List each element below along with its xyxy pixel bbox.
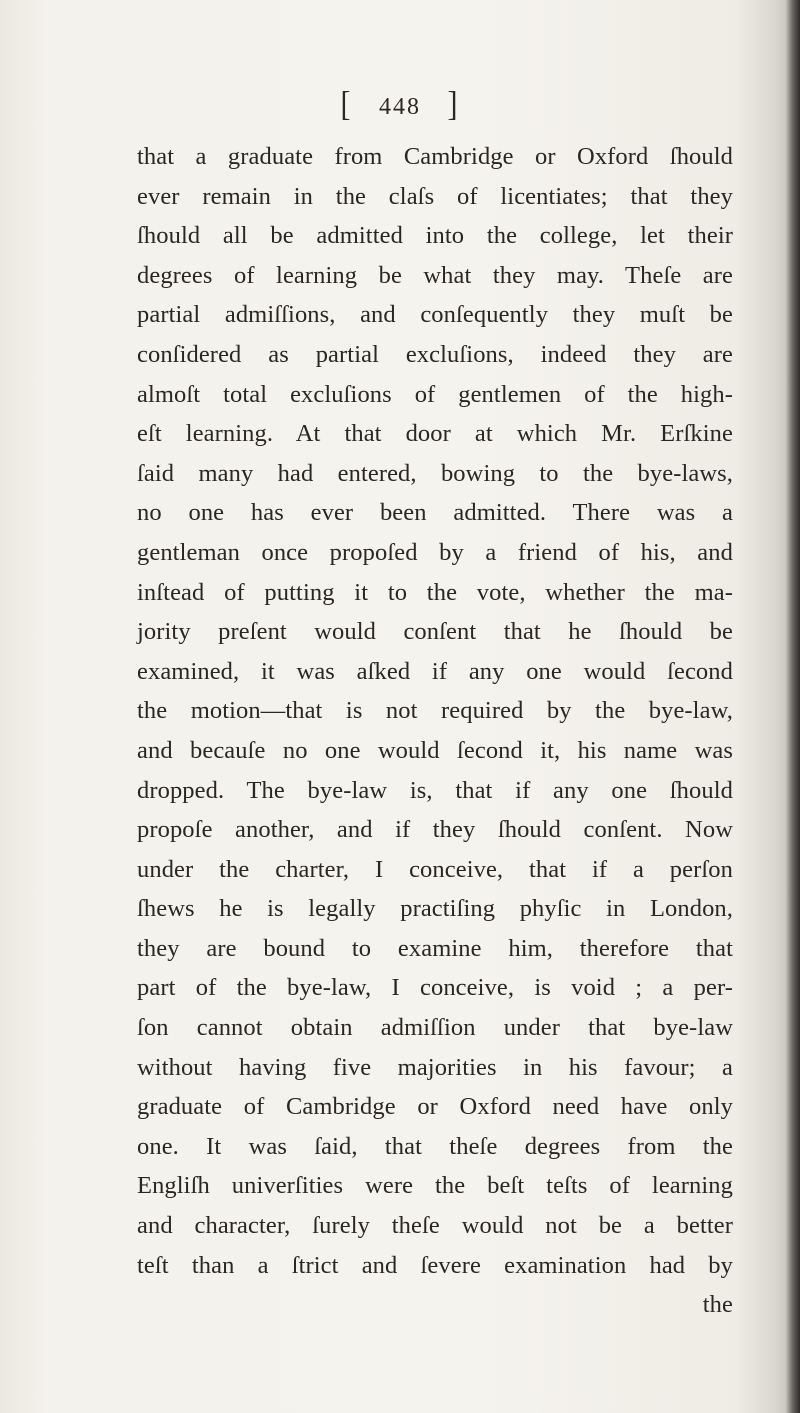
text-line: examined, it was aſked if any one would ſecond [137, 657, 733, 685]
text-line: Engliſh univerſities were the beſt teſts of learning [137, 1172, 733, 1200]
text-line: no one has ever been admitted. There was a [137, 499, 733, 527]
text-line: ſhould all be admitted into the college, let their [137, 222, 733, 250]
page-header [0, 85, 800, 124]
text-line: teſt than a ſtrict and ſevere examination had by [137, 1251, 733, 1279]
text-line: that a graduate from Cambridge or Oxford ſhould [137, 143, 733, 170]
page-edge-shadow [786, 0, 800, 1413]
text-line: they are bound to examine him, therefore that [137, 934, 733, 962]
text-line: ever remain in the claſs of licentiates; that they [137, 182, 733, 210]
text-line: partial admiſſions, and conſequently they muſt be [137, 301, 733, 329]
page-number: 448 [379, 94, 421, 120]
text-line: and becauſe no one would ſecond it, his name was [137, 736, 733, 764]
text-line: under the charter, I conceive, that if a perſon [137, 855, 733, 883]
text-line: propoſe another, and if they ſhould conſent. Now [137, 816, 733, 844]
text-line: eſt learning. At that door at which Mr. Erſkine [137, 420, 733, 448]
text-line: almoſt total excluſions of gentlemen of the high- [137, 380, 733, 408]
text-line: without having five majorities in his favour; a [137, 1053, 733, 1081]
text-line: ſhews he is legally practiſing phyſic in London, [137, 895, 733, 923]
body-text [137, 137, 733, 1325]
header-right-bracket: ] [447, 85, 460, 124]
text-line: ſon cannot obtain admiſſion under that bye-law [137, 1014, 733, 1042]
text-line: inſtead of putting it to the vote, whether the ma- [137, 578, 733, 606]
text-line: conſidered as partial excluſions, indeed they are [137, 340, 733, 368]
header-left-bracket: [ [340, 85, 353, 124]
text-line: degrees of learning be what they may. Theſe are [137, 261, 733, 289]
text-line: part of the bye-law, I conceive, is void ; a per- [137, 974, 733, 1002]
text-line: ſaid many had entered, bowing to the bye-laws, [137, 459, 733, 487]
text-line: one. It was ſaid, that theſe degrees from the [137, 1132, 733, 1160]
text-line: jority preſent would conſent that he ſhould be [137, 618, 733, 646]
text-line: gentleman once propoſed by a friend of his, and [137, 538, 733, 566]
text-line: dropped. The bye-law is, that if any one ſhould [137, 776, 733, 804]
catchword: the [702, 1291, 733, 1319]
text-line: graduate of Cambridge or Oxford need have only [137, 1093, 733, 1121]
text-line: the motion—that is not required by the bye-law, [137, 697, 733, 725]
text-line: and character, ſurely theſe would not be a better [137, 1212, 733, 1240]
